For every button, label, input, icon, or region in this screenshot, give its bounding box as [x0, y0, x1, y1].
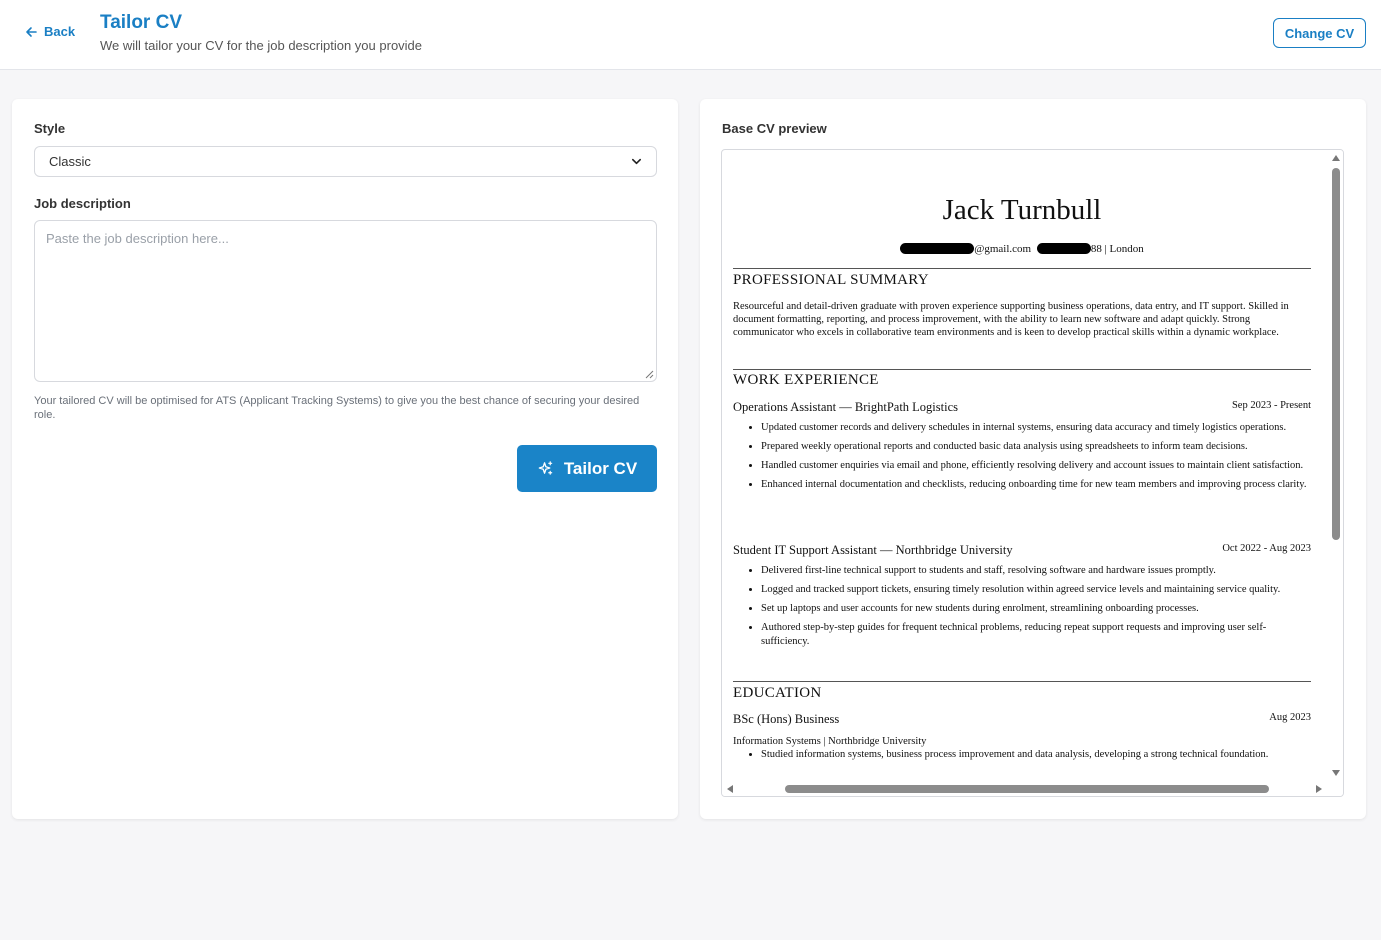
experience-title: WORK EXPERIENCE [733, 372, 879, 388]
cv-contact [733, 243, 1311, 255]
summary-title: PROFESSIONAL SUMMARY [733, 272, 929, 288]
back-button[interactable] [24, 24, 75, 39]
job-description-placeholder: Paste the job description here... [46, 231, 229, 246]
section-rule [733, 369, 1311, 370]
cv-phone-suffix: 88 | London [1090, 243, 1144, 255]
cv-name: Jack Turnbull [942, 194, 1102, 226]
page-subtitle: We will tailor your CV for the job description you provide [100, 38, 423, 53]
list-item: • Updated customer records and delivery schedules in internal systems, ensuring data accuracy and timely logistics operations. [761, 421, 1311, 435]
vertical-scrollbar[interactable] [1329, 150, 1343, 786]
resize-grip-icon[interactable] [645, 370, 654, 379]
horizontal-scrollbar[interactable] [722, 782, 1344, 796]
job-heading [733, 400, 1311, 415]
style-label: Style [34, 121, 66, 136]
degree-date: Aug 2023 [1269, 712, 1311, 723]
redaction-mark [900, 243, 974, 254]
job-dates: Sep 2023 - Present [1231, 400, 1311, 411]
top-bar [0, 0, 1381, 70]
list-item: • Delivered first-line technical support to students and staff, resolving software and hardware issues promptly. [761, 564, 1311, 578]
tailor-cv-label: Tailor CV [563, 458, 638, 478]
scroll-left-icon[interactable] [727, 785, 733, 793]
list-item: • Set up laptops and user accounts for new students during enrolment, streamlining onboarding processes. [761, 602, 1311, 616]
degree-name: BSc (Hons) Business [733, 712, 840, 726]
style-select-value: Classic [49, 154, 91, 169]
sparkles-icon [537, 460, 554, 477]
degree-heading [733, 712, 1311, 727]
back-label: Back [44, 24, 76, 39]
section-rule [733, 268, 1311, 269]
job-bullets [749, 564, 1311, 654]
list-item: • Authored step-by-step guides for frequent technical problems, reducing repeat support requests and improving user self-sufficiency. [761, 621, 1311, 648]
section-rule [733, 681, 1311, 682]
cv-preview-card [700, 99, 1366, 819]
job-heading [733, 543, 1311, 558]
education-title: EDUCATION [733, 685, 822, 701]
job-role: Operations Assistant — BrightPath Logistics [733, 400, 958, 414]
job-description-label: Job description [34, 196, 131, 211]
cv-preview-frame[interactable] [721, 149, 1344, 797]
vertical-scroll-thumb[interactable] [1332, 168, 1340, 540]
page-title: Tailor CV [100, 12, 182, 33]
tailor-cv-button[interactable] [517, 445, 657, 492]
redaction-mark [1037, 243, 1091, 254]
horizontal-scroll-thumb[interactable] [785, 785, 1269, 793]
job-dates: Oct 2022 - Aug 2023 [1222, 543, 1311, 554]
style-select[interactable] [34, 146, 657, 177]
scroll-up-icon[interactable] [1332, 155, 1340, 161]
list-item: • Studied information systems, business process improvement and data analysis, developing a strong technical foundation. [761, 748, 1311, 762]
ats-helper-text: Your tailored CV will be optimised for ATS (Applicant Tracking Systems) to give you the best chance of securing your desired role. [34, 395, 640, 421]
list-item: • Prepared weekly operational reports and conducted basic data analysis using spreadsheets to inform team decisions. [761, 440, 1311, 454]
scroll-right-icon[interactable] [1316, 785, 1322, 793]
scroll-down-icon[interactable] [1332, 770, 1340, 776]
job-description-input[interactable] [34, 220, 657, 382]
degree-detail: Information Systems | Northbridge University [733, 736, 927, 747]
list-item: • Enhanced internal documentation and checklists, reducing onboarding time for new team members and improving process clarity. [761, 478, 1311, 492]
list-item: • Logged and tracked support tickets, ensuring timely resolution within agreed service levels and maintaining service quality. [761, 583, 1311, 597]
preview-label: Base CV preview [722, 121, 827, 136]
job-role: Student IT Support Assistant — Northbridge University [733, 543, 1013, 557]
job-bullets [749, 421, 1311, 497]
change-cv-button[interactable]: Change CV [1273, 18, 1366, 48]
education-bullets [749, 748, 1311, 767]
list-item: • Handled customer enquiries via email and phone, efficiently resolving delivery and account issues to maintain client satisfaction. [761, 459, 1311, 473]
cv-email-suffix: @gmail.com [974, 243, 1032, 255]
arrow-left-icon [24, 25, 38, 39]
summary-text: Resourceful and detail-driven graduate with proven experience supporting business operations, data entry, and IT support. Skilled in document formatting, reporting, and process improvement, with the ability to learn new software and adapt quickly. Strong communicator who excels in collaborative team environments and is keen to develop practical skills within a dynamic workplace. [733, 301, 1289, 338]
chevron-down-icon [631, 156, 642, 167]
tailor-form-card [12, 99, 678, 819]
